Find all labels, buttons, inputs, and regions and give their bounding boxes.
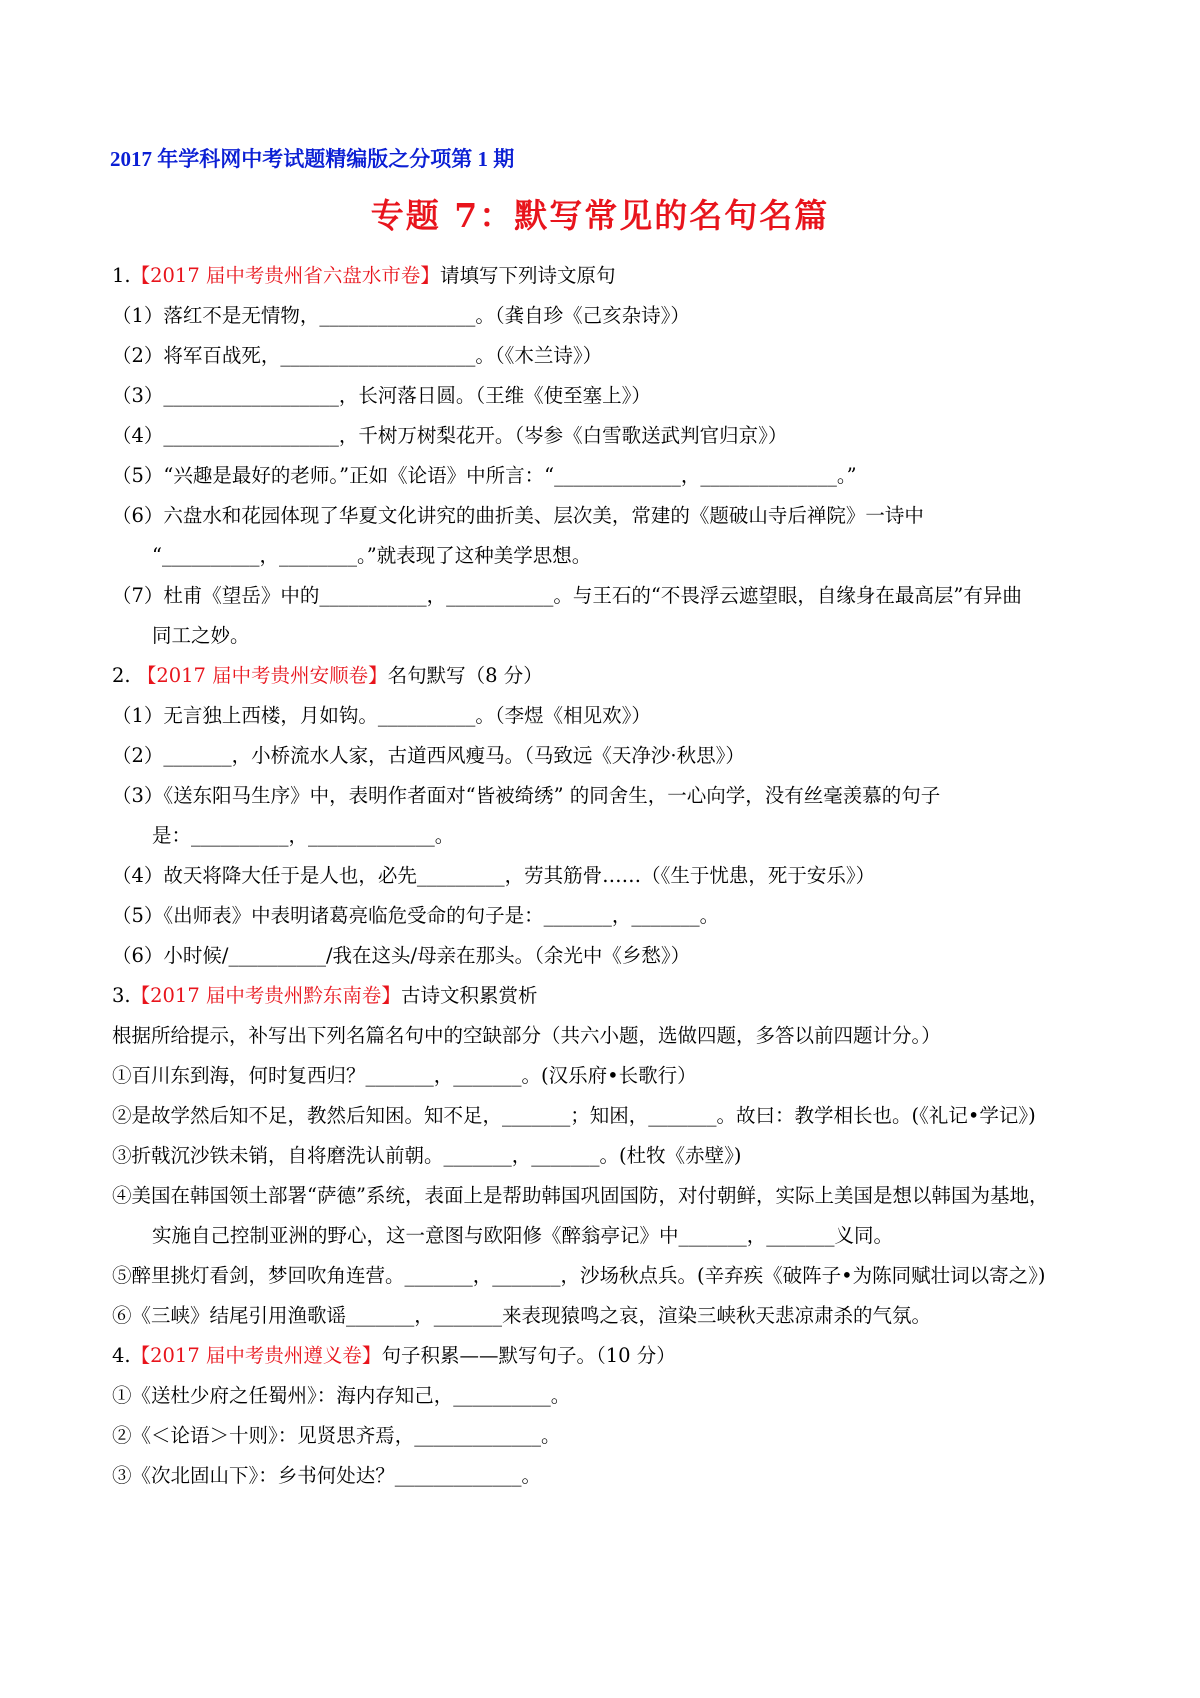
q3-item-5: ⑤醉里挑灯看剑，梦回吹角连营。_______，_______，沙场秋点兵。(辛弃疾《破阵子•为陈同赋壮词以寄之》) <box>112 1264 1046 1287</box>
question-4-header <box>112 1342 676 1370</box>
q1-item-2: （2）将军百战死，____________________。（《木兰诗》） <box>112 344 603 367</box>
q2-item-3: （3）《送东阳马生序》中，表明作者面对“皆被绮绣” 的同舍生，一心向学，没有丝毫羡慕的句子 <box>112 784 941 807</box>
q1-item-4: （4）__________________，千树万树梨花开。（岑参《白雪歌送武判官归京》） <box>112 424 788 447</box>
q2-item-3-cont: 是：__________，_____________。 <box>152 824 455 847</box>
q3-item-2: ②是故学然后知不足，教然后知困。知不足，_______；知困，_______。故曰：教学相长也。(《礼记•学记》) <box>112 1104 1036 1127</box>
q1-item-6-cont: “__________，________。”就表现了这种美学思想。 <box>152 544 592 567</box>
q1-item-3: （3）__________________，长河落日圆。（王维《使至塞上》） <box>112 384 651 407</box>
q2-item-5: （5）《出师表》中表明诸葛亮临危受命的句子是：_______，_______。 <box>112 904 720 927</box>
question-source: 【2017 届中考贵州省六盘水市卷】 <box>130 264 440 287</box>
question-source: 【2017 届中考贵州安顺卷】 <box>136 664 388 687</box>
q3-item-3: ③折戟沉沙铁未销，自将磨洗认前朝。_______，_______。(杜牧《赤壁》) <box>112 1144 742 1167</box>
q4-item-1: ①《送杜少府之任蜀州》：海内存知己，__________。 <box>112 1384 571 1407</box>
question-source: 【2017 届中考贵州遵义卷】 <box>130 1344 382 1367</box>
q1-item-6: （6）六盘水和花园体现了华夏文化讲究的曲折美、层次美，常建的《题破山寺后禅院》一诗中 <box>112 504 924 527</box>
question-number: 2. <box>112 664 131 687</box>
question-instruction: 请填写下列诗文原句 <box>439 264 616 287</box>
question-number: 1. <box>112 264 131 287</box>
question-3-header <box>112 982 537 1010</box>
question-instruction: 名句默写（8 分） <box>387 664 543 687</box>
q3-item-4-cont: 实施自己控制亚洲的野心，这一意图与欧阳修《醉翁亭记》中_______，_______义同。 <box>152 1224 894 1247</box>
q1-item-7-cont: 同工之妙。 <box>152 624 250 647</box>
question-1-header <box>112 262 615 290</box>
topic-title: 专题 7：默写常见的名句名篇 <box>370 196 830 235</box>
q3-item-1: ①百川东到海，何时复西归？_______，_______。(汉乐府•长歌行） <box>112 1064 697 1087</box>
question-2-header <box>112 662 543 690</box>
q3-intro: 根据所给提示，补写出下列名篇名句中的空缺部分（共六小题，选做四题，多答以前四题计分。） <box>112 1024 941 1047</box>
q2-item-4: （4）故天将降大任于是人也，必先_________，劳其筋骨……（《生于忧患，死于安乐》） <box>112 864 876 887</box>
q4-item-3: ③《次北固山下》：乡书何处达？_____________。 <box>112 1464 542 1487</box>
series-title: 2017 年学科网中考试题精编版之分项第 1 期 <box>110 147 515 171</box>
question-instruction: 句子积累——默写句子。（10 分） <box>381 1344 676 1367</box>
question-source: 【2017 届中考贵州黔东南卷】 <box>130 984 401 1007</box>
q3-item-6: ⑥《三峡》结尾引用渔歌谣_______，_______来表现猿鸣之哀，渲染三峡秋天悲凉肃杀的气氛。 <box>112 1304 932 1327</box>
q3-item-4: ④美国在韩国领土部署“萨德”系统，表面上是帮助韩国巩固国防，对付朝鲜，实际上美国是想以韩国为基地， <box>112 1184 1049 1207</box>
q2-item-6: （6）小时候/__________/我在这头/母亲在那头。（余光中《乡愁》） <box>112 944 691 967</box>
q1-item-1: （1）落红不是无情物，________________。（龚自珍《己亥杂诗》） <box>112 304 690 327</box>
q1-item-7: （7）杜甫《望岳》中的___________，___________。与王石的“不畏浮云遮望眼，自缘身在最高层”有异曲 <box>112 584 1022 607</box>
q2-item-1: （1）无言独上西楼，月如钩。__________。（李煜《相见欢》） <box>112 704 651 727</box>
q2-item-2: （2）_______，小桥流水人家，古道西风瘦马。（马致远《天净沙·秋思》） <box>112 744 745 767</box>
q4-item-2: ②《＜论语＞十则》：见贤思齐焉，_____________。 <box>112 1424 561 1447</box>
question-instruction: 古诗文积累赏析 <box>400 984 538 1007</box>
question-number: 3. <box>112 984 131 1007</box>
q1-item-5: （5）“兴趣是最好的老师。”正如《论语》中所言：“_____________，______________。” <box>112 464 857 487</box>
question-number: 4. <box>112 1344 131 1367</box>
